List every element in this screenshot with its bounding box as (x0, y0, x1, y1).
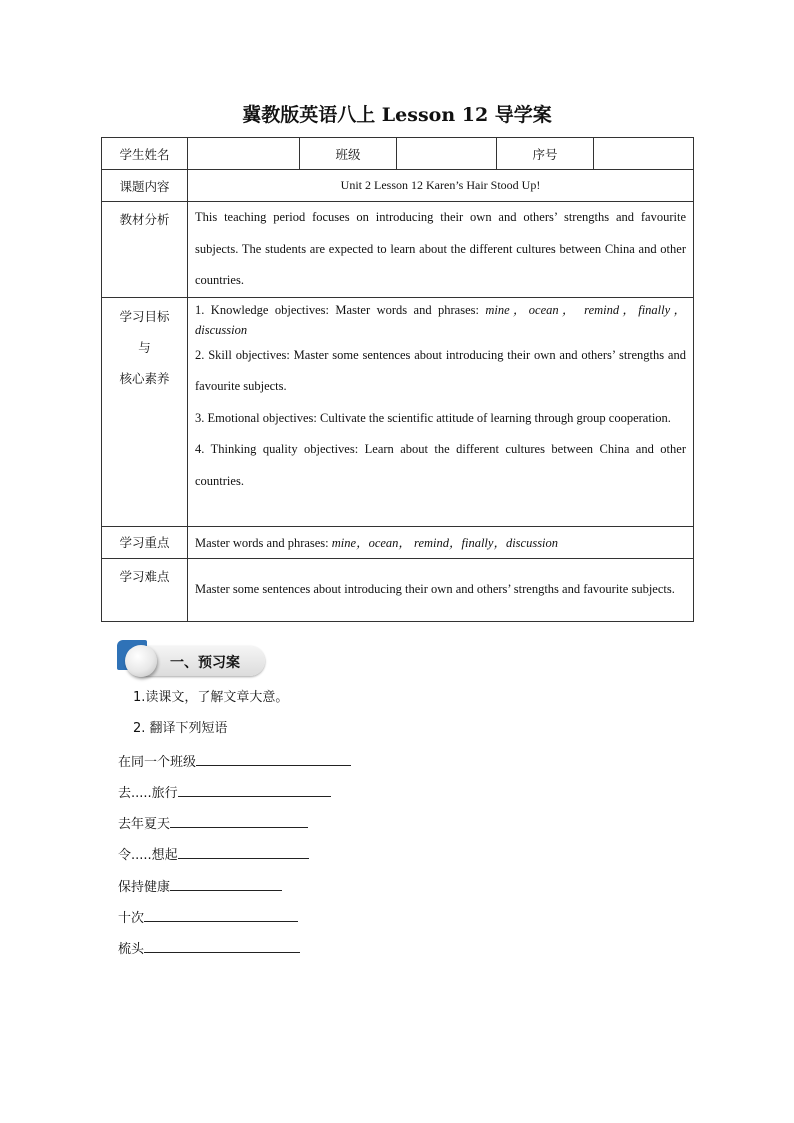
phrase-text: 在同一个班级 (118, 755, 197, 770)
key-points-row (102, 526, 694, 558)
difficulties-cell (188, 558, 694, 621)
phrase-item (118, 751, 351, 772)
key-points-cell (188, 526, 694, 558)
key-points-prefix: Master words and phrases: (195, 536, 332, 550)
objectives-label-line1: 学习目标 (119, 308, 170, 324)
student-info-row (102, 138, 694, 170)
objective-1-prefix: 1. Knowledge objectives: Master words and phrases: (195, 302, 486, 317)
objectives-label-line3: 核心素养 (119, 370, 170, 386)
phrase-text: 去.....旅行 (118, 786, 178, 801)
phrase-text: 梳头 (118, 942, 145, 957)
question-2: 2. 翻译下列短语 (133, 721, 228, 736)
objective-2: 2. Skill objectives: Master some sentences about introducing their own and others’ strengths and favourite subjects. (195, 347, 686, 393)
difficulties-label: 学习难点 (102, 558, 188, 621)
number-field[interactable] (594, 138, 694, 170)
topic-value: Unit 2 Lesson 12 Karen’s Hair Stood Up! (188, 170, 694, 202)
phrase-item (118, 782, 331, 803)
class-label: 班级 (300, 138, 397, 170)
phrase-text: 十次 (118, 911, 145, 926)
analysis-cell (188, 202, 694, 298)
answer-blank[interactable] (196, 751, 351, 766)
phrase-item (118, 844, 309, 865)
question-1: 1.读课文，了解文章大意。 (133, 690, 289, 705)
student-name-label: 学生姓名 (102, 138, 188, 170)
objectives-label (102, 297, 188, 526)
objective-1-words: mine，ocean， remind，finally，discussion (195, 302, 686, 337)
student-name-field[interactable] (188, 138, 300, 170)
objectives-label-line2: 与 (138, 339, 151, 355)
class-field[interactable] (397, 138, 497, 170)
analysis-text: This teaching period focuses on introducing their own and others’ strengths and favourite subjects. The students are expected to learn about the different cultures between China and other countries. (195, 210, 686, 287)
answer-blank[interactable] (178, 844, 309, 859)
section-heading: 一、预习案 (170, 655, 240, 671)
objective-1 (195, 298, 686, 340)
objectives-row (102, 297, 694, 526)
objective-4: 4. Thinking quality objectives: Learn about the different cultures between China and other countries. (195, 442, 686, 488)
phrase-item (118, 876, 282, 897)
answer-blank[interactable] (170, 813, 308, 828)
answer-blank[interactable] (178, 782, 331, 797)
number-label: 序号 (497, 138, 594, 170)
analysis-label: 教材分析 (102, 202, 188, 298)
header-ball-icon (125, 645, 157, 677)
phrase-item (118, 938, 300, 959)
phrase-text: 去年夏天 (118, 817, 171, 832)
difficulties-text: Master some sentences about introducing their own and others’ strengths and favourite subjects. (195, 581, 675, 596)
topic-row (102, 170, 694, 202)
preview-section-header (117, 640, 277, 680)
phrase-item (118, 907, 298, 928)
key-points-label: 学习重点 (102, 526, 188, 558)
objective-3: 3. Emotional objectives: Cultivate the scientific attitude of learning through group cooperation. (195, 410, 671, 425)
answer-blank[interactable] (144, 938, 300, 953)
analysis-row (102, 202, 694, 298)
phrase-text: 保持健康 (118, 880, 171, 895)
objectives-cell (188, 297, 694, 526)
answer-blank[interactable] (170, 876, 282, 891)
phrase-item (118, 813, 308, 834)
answer-blank[interactable] (144, 907, 298, 922)
key-points-words: mine，ocean， remind，finally，discussion (331, 536, 559, 550)
phrase-text: 令.....想起 (118, 848, 178, 863)
document-title: 冀教版英语八上 Lesson 12 导学案 (242, 104, 552, 126)
lesson-info-table (101, 137, 694, 622)
topic-label: 课题内容 (102, 170, 188, 202)
difficulties-row (102, 558, 694, 621)
